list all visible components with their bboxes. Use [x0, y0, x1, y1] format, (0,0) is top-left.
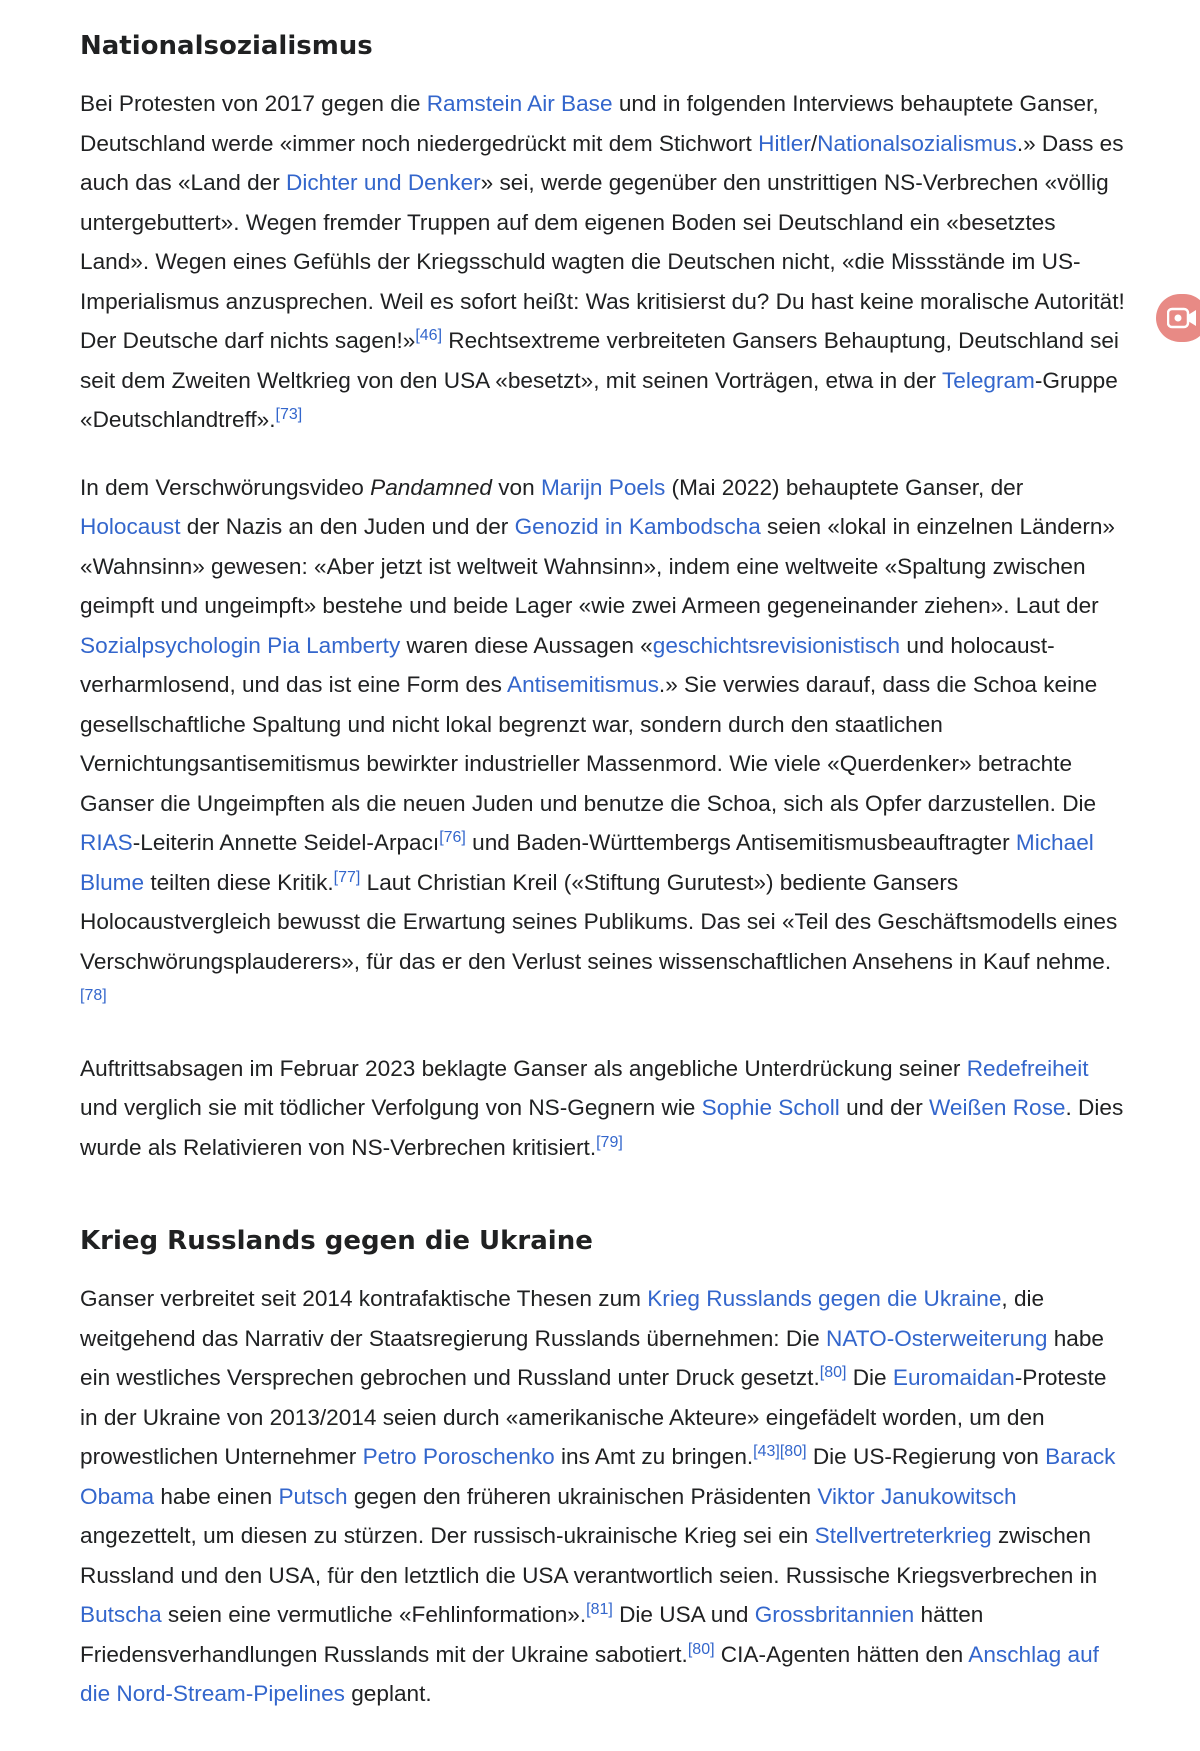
text-run: -Gruppe «Deutschlandtreff». [80, 367, 1118, 432]
text-run: angezettelt, um diesen zu stürzen. Der russisch-ukrainische Krieg sei ein [80, 1523, 815, 1548]
text-run: -Leiterin Annette Seidel-Arpacı [132, 830, 440, 855]
paragraph [80, 1049, 1125, 1168]
text-run: und in folgenden Interviews behauptete Ganser, Deutschland werde «immer noch niedergedrückt mit dem Stichwort [80, 91, 1099, 156]
reference-sup [80, 987, 107, 1004]
link-stellvertreterkrieg[interactable]: Stellvertreterkrieg [814, 1523, 992, 1548]
text-run: , die weitgehend das Narrativ der Staatsregierung Russlands übernehmen: Die [80, 1286, 1045, 1351]
link-butscha[interactable]: Butscha [80, 1602, 162, 1627]
text-run: von [491, 474, 541, 500]
text-run: Bei Protesten von 2017 gegen die [80, 91, 427, 116]
text-run: habe einen [154, 1483, 279, 1509]
reference-sup [596, 1134, 623, 1151]
link-genozid-in-kambodscha[interactable]: Genozid in Kambodscha [514, 514, 761, 539]
link-viktor-janukowitsch[interactable]: Viktor Janukowitsch [817, 1483, 1017, 1509]
reference-sup [780, 1443, 807, 1460]
text-run: » sei, werde gegenüber den unstrittigen NS-Verbrechen «völlig untergebuttert». Wegen fremder Truppen auf dem eigenen Boden sei Deutschland ein «besetztes Land». Wegen eines Gefühls der Kriegsschuld wagten die Deutschen nicht, «die Missstände im US-Imperialismus anzusprechen. Weil es sofort heißt: Was kritisierst du? Du hast keine moralische Autorität! Der Deutsche darf nichts sagen!» [80, 170, 1125, 353]
reference-link[interactable]: [43] [753, 1443, 780, 1460]
reference-link[interactable]: [80] [687, 1640, 715, 1658]
text-run: / [810, 130, 818, 156]
text-run: und verglich sie mit tödlicher Verfolgung von NS-Gegnern wie [80, 1095, 702, 1120]
link-sophie-scholl[interactable]: Sophie Scholl [701, 1095, 840, 1120]
paragraph [80, 468, 1125, 1021]
link-sozialpsychologin-pia-lamberty[interactable]: Sozialpsychologin Pia Lamberty [80, 632, 401, 658]
link-marijn-poels[interactable]: Marijn Poels [540, 474, 666, 500]
link-nato-osterweiterung[interactable]: NATO-Osterweiterung [826, 1325, 1048, 1351]
reference-sup [688, 1641, 715, 1658]
text-run: In dem Verschwörungsvideo [80, 474, 371, 500]
reference-sup [334, 869, 361, 886]
section-heading-krieg-russlands: Krieg Russlands gegen die Ukraine [80, 1226, 593, 1256]
reference-link[interactable]: [79] [596, 1133, 623, 1151]
link-euromaidan[interactable]: Euromaidan [892, 1365, 1015, 1390]
reference-link[interactable]: [77] [333, 868, 361, 886]
reference-sup [415, 327, 442, 344]
reference-sup [439, 829, 466, 846]
text-run: geplant. [344, 1681, 432, 1706]
text-run: Rechtsextreme verbreiteten Gansers Behauptung, Deutschland sei seit dem Zweiten Weltkrieg von den USA «besetzt», mit seinen Vorträgen, etwa in der [80, 328, 1119, 393]
text-run: habe ein westliches Versprechen gebrochen und Russland unter Druck gesetzt. [80, 1325, 1104, 1390]
section-heading-nationalsozialismus: Nationalsozialismus [80, 31, 373, 61]
paragraph [80, 84, 1125, 440]
link-nationalsozialismus[interactable]: Nationalsozialismus [817, 130, 1017, 156]
text-run: .» Sie verwies darauf, dass die Schoa keine gesellschaftliche Spaltung und nicht lokal begrenzt war, sondern durch den staatlichen Vernichtungsantisemitismus bewirkter industrieller Massenmord. Wie viele «Querdenker» betrachte Ganser die Ungeimpften als die neuen Juden und benutze die Schoa, sich als Opfer darzustellen. Die [80, 672, 1098, 816]
reference-link[interactable]: [76] [439, 829, 466, 846]
text-run: Ganser verbreitet seit 2014 kontrafaktische Thesen zum [80, 1286, 648, 1311]
link-michael-blume[interactable]: Michael Blume [80, 830, 1094, 895]
link-hitler[interactable]: Hitler [758, 130, 811, 156]
paragraph [80, 1279, 1125, 1714]
text-run: Die [846, 1365, 893, 1390]
text-run: CIA-Agenten hätten den [714, 1641, 969, 1667]
text-run: Laut Christian Kreil («Stiftung Gurutest») bediente Gansers Holocaustvergleich bewusst die Erwartung seines Publikums. Das sei «Teil des Geschäftsmodells eines Verschwörungsplauderers», für das er den Verlust seines wissenschaftlichen Ansehens in Kauf nehme. [80, 869, 1118, 974]
link-geschichtsrevisionistisch[interactable]: geschichtsrevisionistisch [652, 632, 901, 658]
text-run: und holocaust-verharmlosend, und das ist eine Form des [80, 632, 1055, 697]
link-barack-obama[interactable]: Barack Obama [80, 1444, 1116, 1509]
text-run: Die USA und [612, 1602, 755, 1627]
text-run: (Mai 2022) behauptete Ganser, der [665, 474, 1024, 500]
text-run: und der [839, 1095, 930, 1120]
text-run: der Nazis an den Juden und der [180, 514, 515, 539]
text-run: seien eine vermutliche «Fehlinformation». [161, 1602, 587, 1627]
text-run: Die US-Regierung von [806, 1444, 1046, 1469]
text-run: teilten diese Kritik. [144, 869, 334, 895]
video-record-icon [1167, 306, 1197, 330]
italic-title: Pandamned [370, 474, 492, 500]
link-rias[interactable]: RIAS [80, 830, 133, 855]
text-run: . Dies wurde als Relativieren von NS-Verbrechen kritisiert. [80, 1095, 1124, 1160]
text-run: waren diese Aussagen « [400, 632, 653, 658]
link-holocaust[interactable]: Holocaust [80, 514, 181, 539]
reference-link[interactable]: [46] [415, 327, 443, 344]
link-redefreiheit[interactable]: Redefreiheit [966, 1055, 1089, 1081]
text-run: Auftrittsabsagen im Februar 2023 beklagte Ganser als angebliche Unterdrückung seiner [80, 1055, 967, 1081]
text-run: .» Dass es auch das «Land der [80, 130, 1124, 195]
text-run: ins Amt zu bringen. [554, 1444, 754, 1469]
text-run: gegen den früheren ukrainischen Präsidenten [347, 1483, 818, 1509]
floating-video-button[interactable] [1156, 294, 1200, 342]
reference-link[interactable]: [73] [275, 406, 303, 423]
reference-link[interactable]: [80] [779, 1443, 807, 1460]
link-putsch[interactable]: Putsch [278, 1483, 348, 1509]
reference-sup [276, 406, 303, 423]
link-telegram[interactable]: Telegram [941, 367, 1035, 393]
link-ramstein-air-base[interactable]: Ramstein Air Base [426, 91, 613, 116]
link-petro-poroschenko[interactable]: Petro Poroschenko [362, 1444, 555, 1469]
text-run: -Proteste in der Ukraine von 2013/2014 seien durch «amerikanische Akteure» eingefädelt worden, um den prowestlichen Unternehmer [80, 1365, 1107, 1469]
reference-link[interactable]: [78] [80, 987, 107, 1004]
reference-link[interactable]: [80] [819, 1364, 847, 1381]
text-run: seien «lokal in einzelnen Ländern» «Wahnsinn» gewesen: «Aber jetzt ist weltweit Wahnsinn», indem eine weltweite «Spaltung zwischen geimpft und ungeimpft» bestehe und beide Lager «wie zwei Armeen gegeneinander ziehen». Laut der [80, 514, 1115, 618]
text-run: zwischen Russland und den USA, für den letztlich die USA verantwortlich seien. Russische Kriegsverbrechen in [80, 1523, 1098, 1588]
link-anschlag-auf-die-nord-stream-pipelines[interactable]: Anschlag auf die Nord-Stream-Pipelines [80, 1641, 1099, 1706]
link-weißen-rose[interactable]: Weißen Rose [929, 1095, 1066, 1120]
link-krieg-russlands-gegen-die-ukraine[interactable]: Krieg Russlands gegen die Ukraine [647, 1286, 1002, 1311]
reference-link[interactable]: [81] [586, 1601, 613, 1618]
text-run: und Baden-Württembergs Antisemitismusbeauftragter [465, 830, 1016, 855]
link-antisemitismus[interactable]: Antisemitismus [507, 672, 659, 697]
reference-sup [820, 1364, 847, 1381]
text-run: hätten Friedensverhandlungen Russlands mit der Ukraine sabotiert. [80, 1602, 984, 1667]
link-dichter-und-denker[interactable]: Dichter und Denker [286, 170, 481, 195]
reference-sup [753, 1443, 780, 1460]
article-content [80, 0, 1125, 1714]
reference-sup [586, 1601, 613, 1618]
link-grossbritannien[interactable]: Grossbritannien [754, 1602, 915, 1627]
